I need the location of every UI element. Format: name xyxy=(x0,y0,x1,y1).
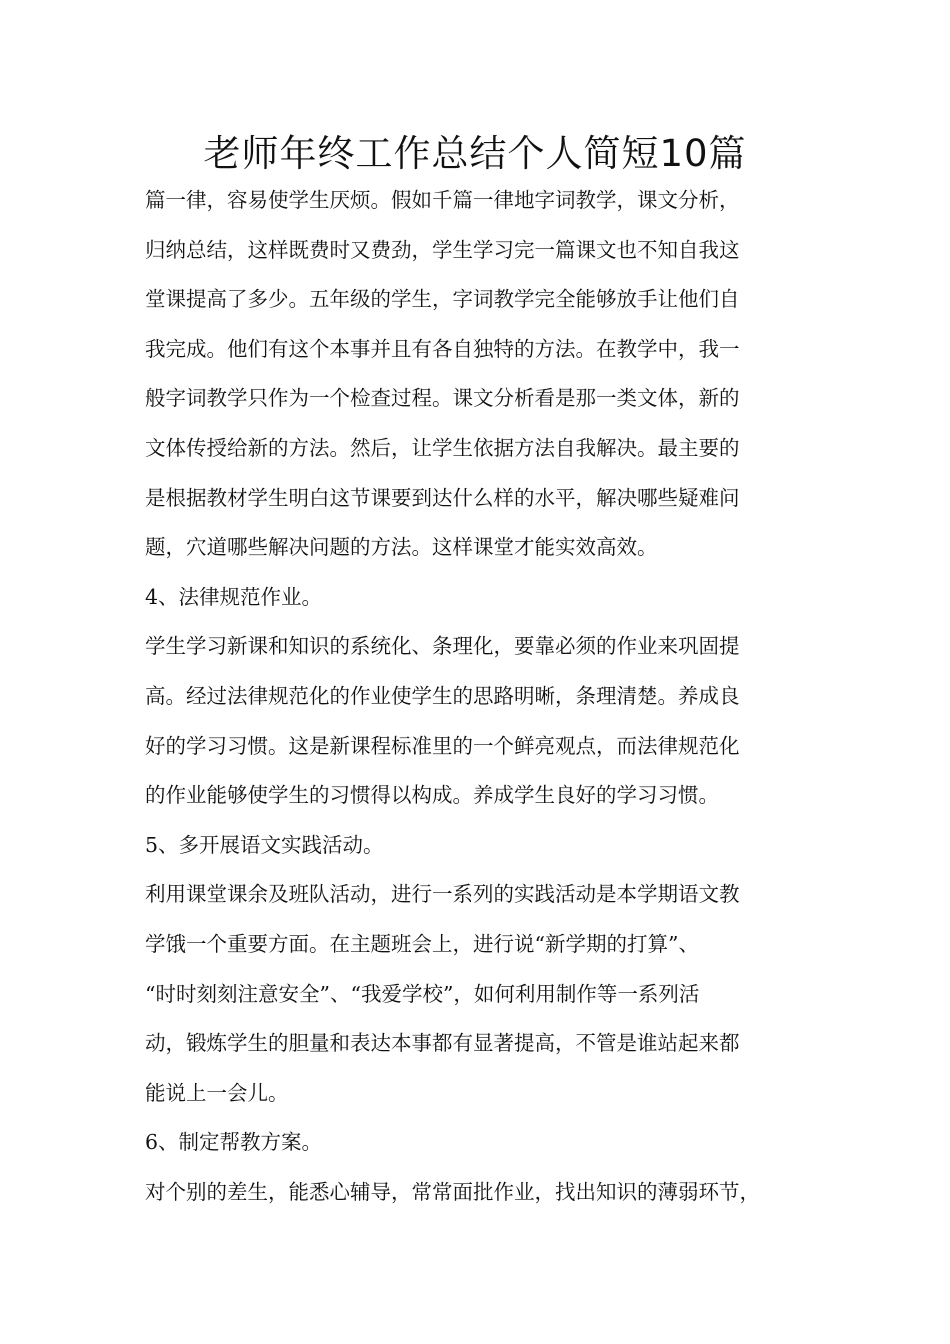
section-heading: 4、法律规范作业。 xyxy=(145,584,323,609)
text-line: 篇一律，容易使学生厌烦。假如千篇一律地字词教学，课文分析， xyxy=(145,188,740,212)
text-line: 对个别的差生，能悉心辅导，常常面批作业，找出知识的薄弱环节， xyxy=(145,1179,760,1204)
text-line: 是根据教材学生明白这节课要到达什么样的水平，解决哪些疑难问 xyxy=(145,485,740,510)
text-line: 好的学习习惯。这是新课程标准里的一个鲜亮观点，而法律规范化 xyxy=(145,733,740,758)
text-line: 文体传授给新的方法。然后，让学生依据方法自我解决。最主要的 xyxy=(145,435,740,460)
text-line: 学生学习新课和知识的系统化、条理化，要靠必须的作业来巩固提 xyxy=(145,634,740,659)
text-line: 般字词教学只作为一个检查过程。课文分析看是那一类文体，新的 xyxy=(145,386,740,411)
text-line: 动，锻炼学生的胆量和表达本事都有显著提高，不管是谁站起来都 xyxy=(145,1031,740,1056)
text-line: 题，穴道哪些解决问题的方法。这样课堂才能实效高效。 xyxy=(145,535,658,560)
text-line: “时时刻刻注意安全”、“我爱学校”，如何利用制作等一系列活 xyxy=(145,981,700,1006)
text-line: 能说上一会儿。 xyxy=(145,1080,289,1105)
section-heading: 6、制定帮教方案。 xyxy=(145,1130,323,1155)
text-line: 的作业能够使学生的习惯得以构成。养成学生良好的学习习惯。 xyxy=(145,783,719,808)
page-title: 老师年终工作总结个人简短10篇 xyxy=(203,132,747,175)
body-text xyxy=(145,176,815,1217)
text-line: 归纳总结，这样既费时又费劲，学生学习完一篇课文也不知自我这 xyxy=(145,237,740,262)
text-line: 高。经过法律规范化的作业使学生的思路明晰，条理清楚。养成良 xyxy=(145,683,740,708)
text-line: 我完成。他们有这个本事并且有各自独特的方法。在教学中，我一 xyxy=(145,336,740,361)
section-heading: 5、多开展语文实践活动。 xyxy=(145,832,384,857)
text-line: 学饿一个重要方面。在主题班会上，进行说“新学期的打算”、 xyxy=(145,931,699,956)
text-line: 堂课提高了多少。五年级的学生，字词教学完全能够放手让他们自 xyxy=(145,287,740,312)
text-line: 利用课堂课余及班队活动，进行一系列的实践活动是本学期语文教 xyxy=(145,882,740,907)
